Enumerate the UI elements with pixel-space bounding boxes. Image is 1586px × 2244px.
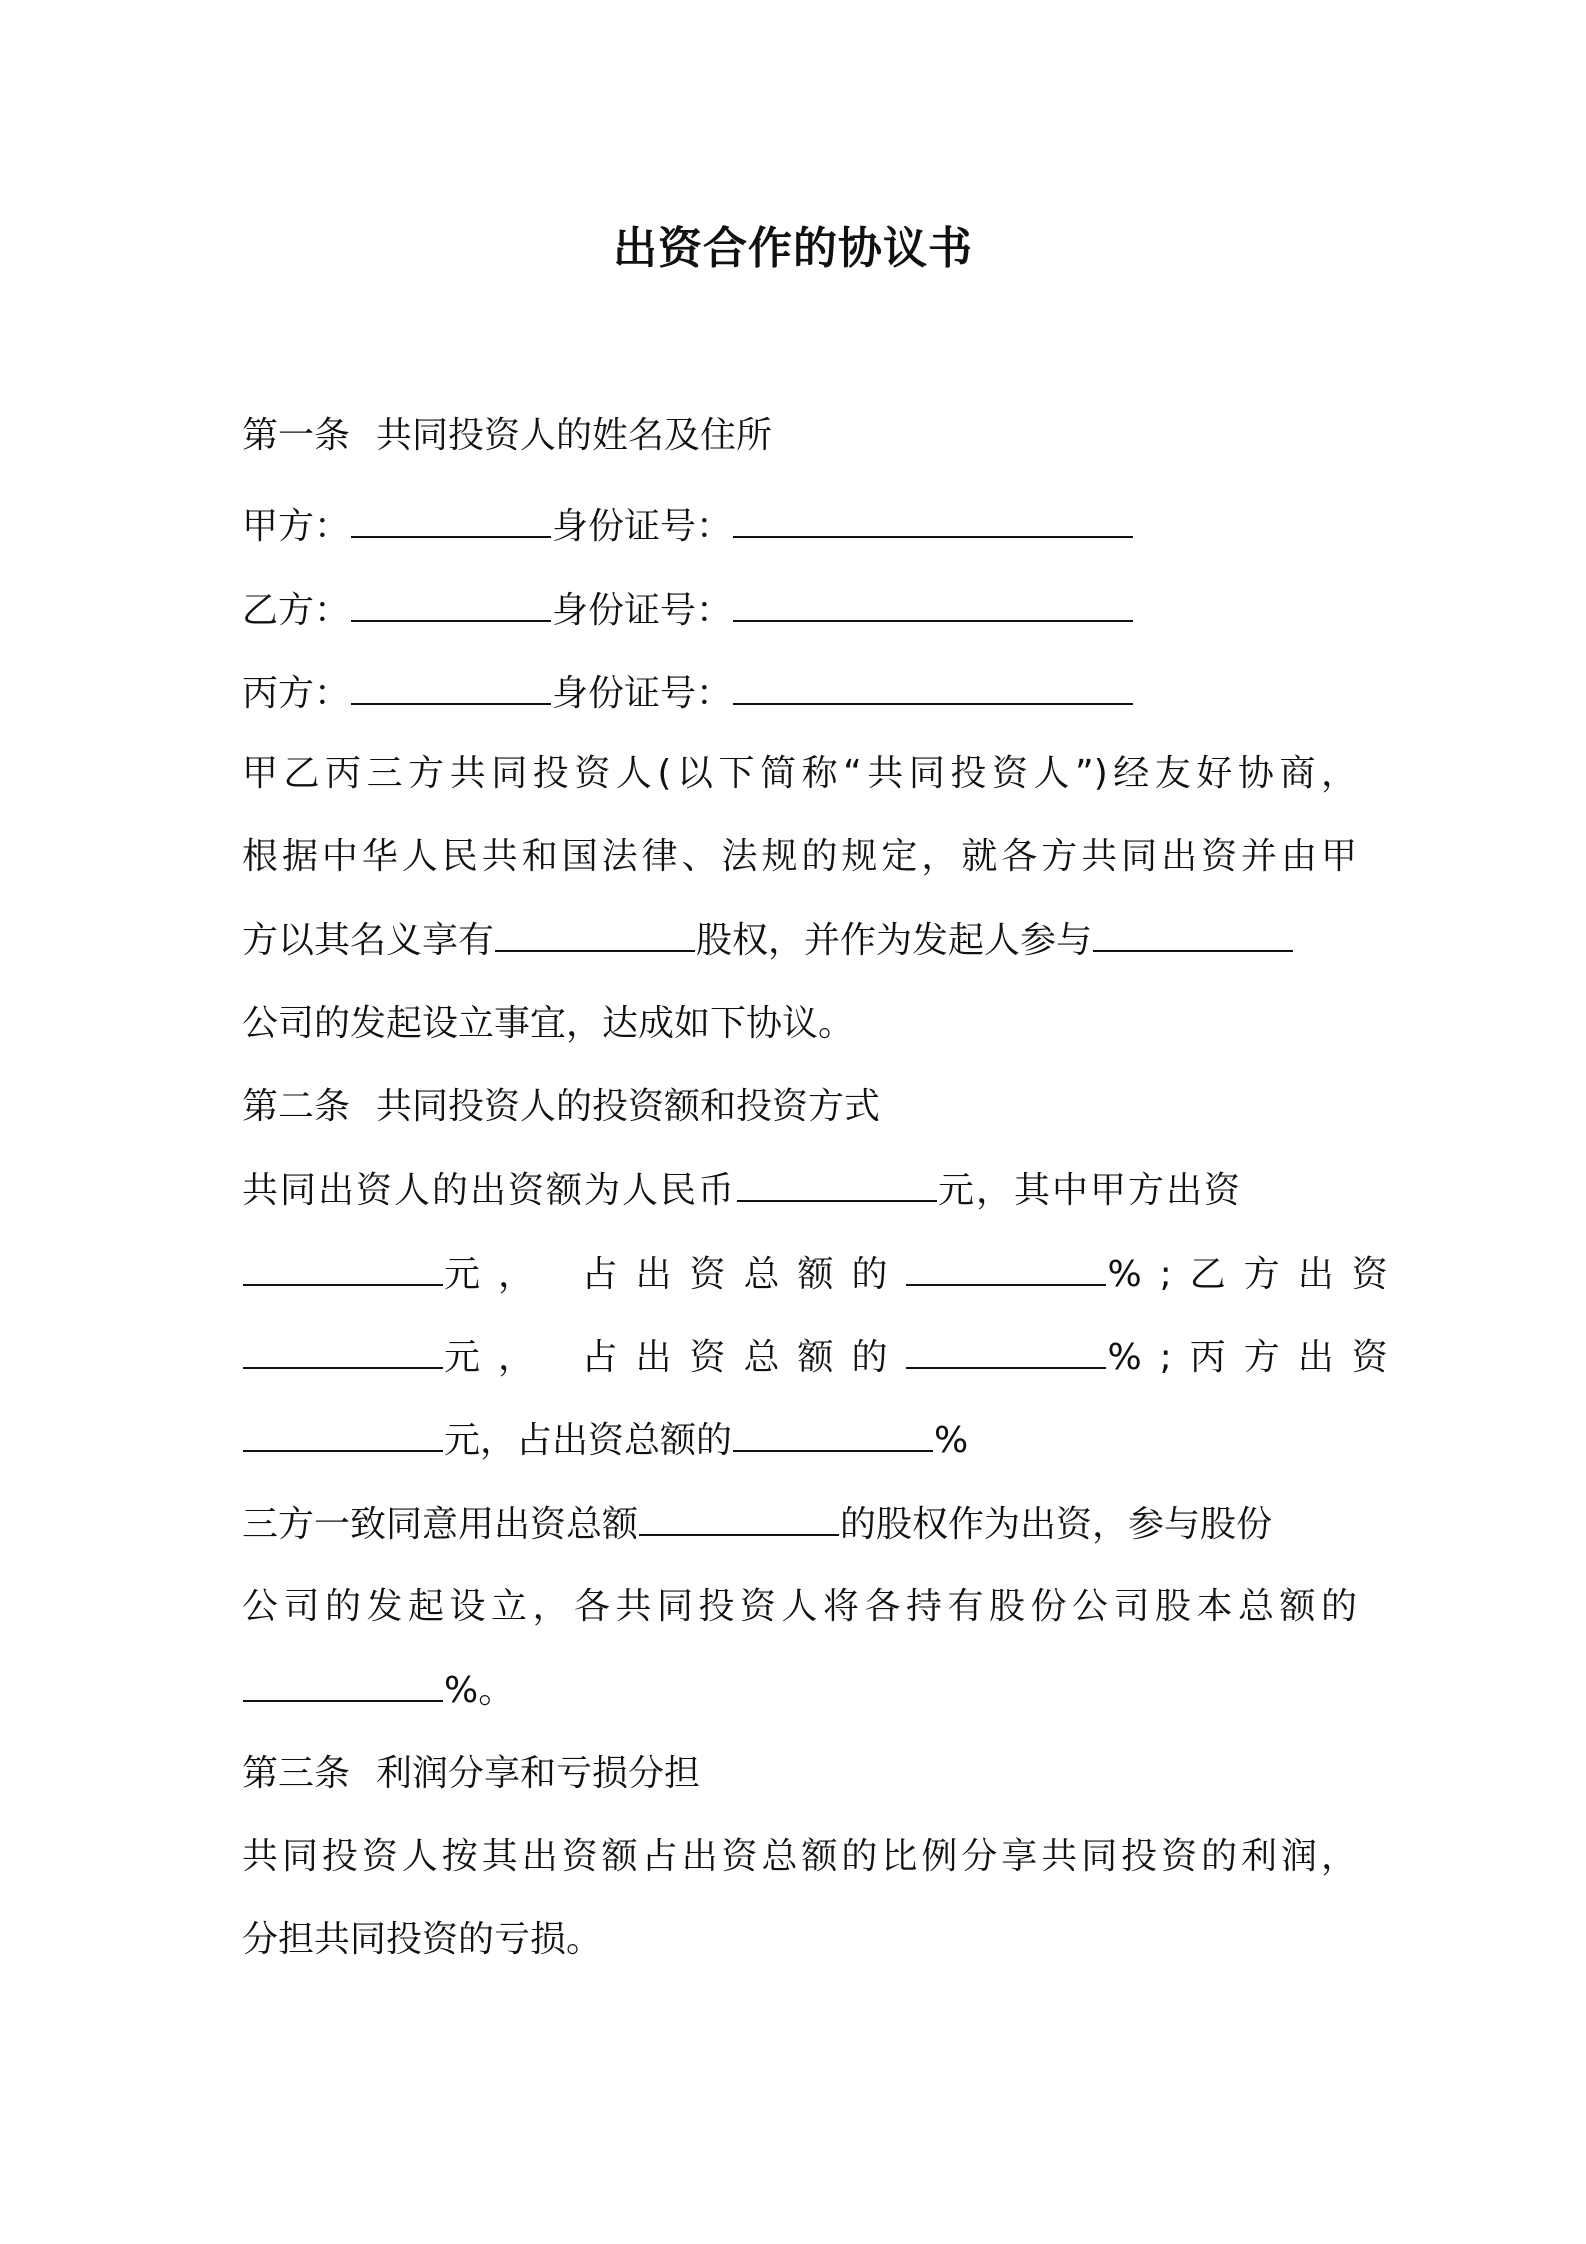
party-b-label: 乙方： [242, 590, 351, 631]
party-c-percent-blank[interactable] [733, 1416, 933, 1452]
total-amount-blank[interactable] [737, 1166, 937, 1202]
text-segment: 元， 占出资总额的 [444, 1337, 906, 1378]
article-2-line-1 [242, 1166, 1357, 1215]
party-a-label: 甲方： [242, 506, 351, 547]
article-2-line-5 [242, 1500, 1357, 1549]
equity-total-blank[interactable] [639, 1500, 839, 1536]
text-segment: 的股权作为出资，参与股份 [840, 1504, 1273, 1545]
text-segment: % [934, 1420, 969, 1461]
text-segment: 方以其名义享有 [242, 920, 495, 961]
article-3-line-1: 共同投资人按其出资额占出资总额的比例分享共同投资的利润， [242, 1836, 1357, 1877]
party-c-amount-blank[interactable] [243, 1416, 443, 1452]
party-a-amount-blank[interactable] [243, 1250, 443, 1286]
party-c-id-label: 身份证号： [552, 673, 733, 714]
equity-blank[interactable] [495, 916, 695, 952]
party-b-amount-blank[interactable] [243, 1333, 443, 1369]
article-2-title: 共同投资人的投资额和投资方式 [376, 1086, 881, 1127]
party-b-id-label: 身份证号： [552, 590, 733, 631]
text-segment: 元， 占出资总额的 [444, 1254, 906, 1295]
article-3-title: 利润分享和亏损分担 [376, 1753, 701, 1794]
party-a-name-blank[interactable] [351, 502, 551, 538]
article-1-number: 第一条 [242, 415, 351, 456]
party-a-id-label: 身份证号： [552, 506, 733, 547]
text-segment: %;丙方出资 [1107, 1337, 1406, 1378]
article-2-line-2 [242, 1250, 1406, 1299]
article-3-heading [242, 1750, 1357, 1798]
article-3-number: 第三条 [242, 1753, 351, 1794]
company-name-blank[interactable] [1093, 916, 1293, 952]
party-b-percent-blank[interactable] [906, 1333, 1106, 1369]
party-a-line [242, 502, 1357, 551]
share-percent-blank[interactable] [243, 1666, 443, 1702]
party-a-id-blank[interactable] [733, 502, 1133, 538]
party-c-id-blank[interactable] [733, 669, 1133, 705]
article-2-line-6: 公司的发起设立，各共同投资人将各持有股份公司股本总额的 [242, 1586, 1357, 1627]
text-segment: 元，占出资总额的 [444, 1420, 733, 1461]
party-b-id-blank[interactable] [733, 586, 1133, 622]
article-2-line-4 [242, 1416, 1357, 1465]
article-2-line-3 [242, 1333, 1406, 1382]
party-b-name-blank[interactable] [351, 586, 551, 622]
party-c-name-blank[interactable] [351, 669, 551, 705]
text-segment: %。 [444, 1670, 515, 1711]
party-c-label: 丙方： [242, 673, 351, 714]
text-segment: 元，其中甲方出资 [938, 1170, 1243, 1211]
text-segment: 股权，并作为发起人参与 [696, 920, 1093, 961]
article-1-para-line-4: 公司的发起设立事宜，达成如下协议。 [242, 1003, 855, 1044]
article-1-title: 共同投资人的姓名及住所 [376, 415, 773, 456]
article-3-line-2: 分担共同投资的亏损。 [242, 1919, 603, 1960]
article-1-para-line-3 [242, 916, 1357, 965]
text-segment: 共同出资人的出资额为人民币 [242, 1170, 737, 1211]
party-c-line [242, 669, 1357, 718]
text-segment: %;乙方出资 [1107, 1254, 1406, 1295]
document-title: 出资合作的协议书 [613, 223, 973, 274]
article-2-line-7 [242, 1666, 1357, 1715]
party-a-percent-blank[interactable] [906, 1250, 1106, 1286]
article-2-number: 第二条 [242, 1086, 351, 1127]
party-b-line [242, 586, 1357, 635]
article-1-para-line-1: 甲乙丙三方共同投资人(以下简称“共同投资人”)经友好协商， [242, 753, 1357, 794]
article-2-heading [242, 1083, 1357, 1131]
article-1-heading [242, 412, 1357, 460]
text-segment: 三方一致同意用出资总额 [242, 1504, 639, 1545]
article-1-para-line-2: 根据中华人民共和国法律、法规的规定，就各方共同出资并由甲 [242, 836, 1357, 877]
